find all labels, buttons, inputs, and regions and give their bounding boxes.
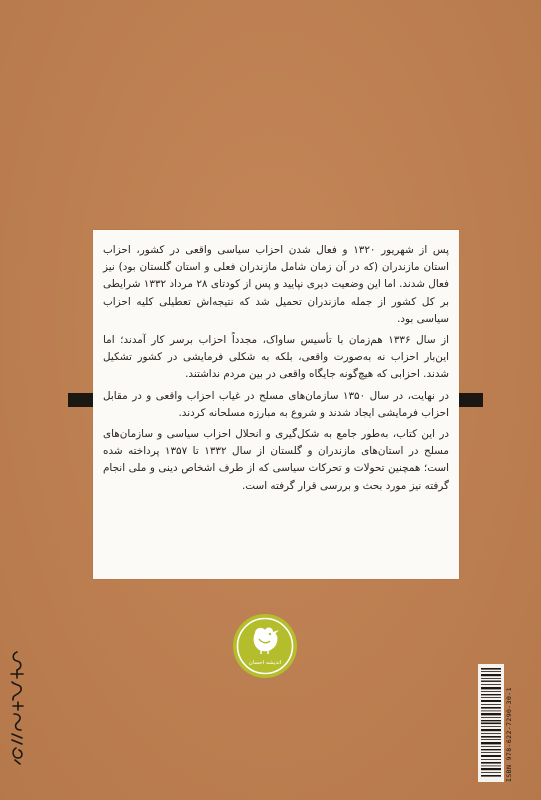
- publisher-name: اندیشه احسان: [248, 660, 282, 666]
- back-cover-text-box: [93, 230, 459, 579]
- isbn-barcode: [478, 664, 518, 782]
- barcode-icon: [478, 664, 504, 782]
- handwritten-signature: [6, 648, 28, 766]
- paragraph: پس از شهریور ۱۳۲۰ و فعال شدن احزاب سیاسی واقعی در کشور، احزاب استان مازندران (که در آن زمان شامل مازندران فعلی و استان گلستان بود) نیز فعال شدند. اما این وضعیت دیری نپایید و پس از کودتای ۲۸ مرداد ۱۳۳۲ شرایطی بر کل کشور از جمله مازندران تحمیل شد که نتیجه‌اش تعطیلی کلیه احزاب سیاسی بود.: [103, 244, 449, 325]
- isbn-number: ISBN 978-622-7290-30-1: [505, 687, 513, 782]
- paragraph: در این کتاب، به‌طور جامع به شکل‌گیری و انحلال احزاب سیاسی و سازمان‌های مسلح در استان‌های مازندران و گلستان از سال ۱۳۳۲ تا ۱۳۵۷ پرداخته شده است؛ همچنین تحولات و تحرکات سیاسی که از طرف اشخاص دینی و ملی انجام گرفته نیز مورد بحث و بررسی قرار گرفته است.: [103, 428, 449, 492]
- paragraph: از سال ۱۳۳۶ هم‌زمان با تأسیس ساواک، مجدداً احزاب برسر کار آمدند؛ اما این‌بار احزاب نه به‌صورت واقعی، بلکه به شکلی فرمایشی در کشور تشکیل شدند. احزابی که هیچ‌گونه جایگاه واقعی در بین مردم نداشتند.: [103, 334, 449, 381]
- back-cover-text: [103, 242, 449, 499]
- paragraph: در نهایت، در سال ۱۳۵۰ سازمان‌های مسلح در غیاب احزاب واقعی و در مقابل احزاب فرمایشی ایجاد شدند و شروع به مبارزه مسلحانه کردند.: [103, 389, 449, 419]
- bird-icon: [232, 613, 298, 679]
- publisher-logo: [232, 613, 298, 679]
